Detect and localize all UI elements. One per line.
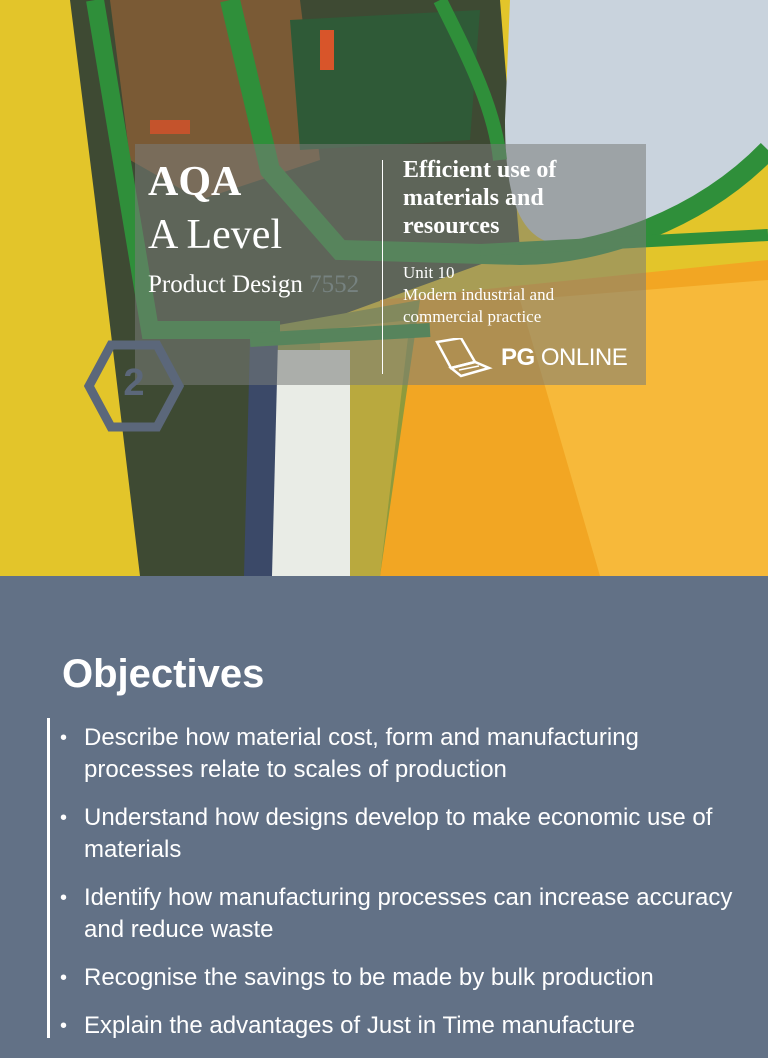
list-item (60, 1010, 740, 1042)
objectives-title: Objectives (62, 652, 265, 696)
unit-number: Unit 10 (403, 263, 455, 282)
objective-text: Recognise the savings to be made by bulk production (84, 964, 654, 991)
list-item (60, 802, 740, 866)
qualification-level: A Level (148, 212, 283, 258)
list-item (60, 962, 740, 994)
book-number-badge (84, 340, 184, 432)
bullet-icon: • (60, 727, 68, 749)
book-number: 2 (123, 362, 145, 404)
publisher-logo (431, 336, 631, 378)
publisher-name-rest: ONLINE (534, 344, 628, 371)
bullet-icon: • (60, 967, 68, 989)
bullet-icon: • (60, 887, 68, 909)
publisher-name-bold: PG (501, 344, 535, 371)
objective-text: Understand how designs develop to make economic use of materials (84, 804, 713, 863)
subject-name: Product Design (148, 271, 303, 298)
objectives-rule (47, 718, 50, 1038)
title-panel (135, 144, 646, 385)
laptop-icon (431, 338, 493, 378)
bullet-icon: • (60, 807, 68, 829)
list-item (60, 722, 740, 786)
unit-info (403, 262, 633, 328)
exam-board: AQA (148, 159, 242, 205)
objective-text: Explain the advantages of Just in Time manufacture (84, 1012, 635, 1039)
subject-title (148, 272, 359, 297)
topic-title: Efficient use of materials and resources (403, 157, 557, 239)
objectives-list (60, 722, 740, 1058)
objective-text: Describe how material cost, form and manufacturing processes relate to scales of production (84, 724, 639, 783)
spec-code: 7552 (309, 271, 360, 298)
list-item (60, 882, 740, 946)
bullet-icon: • (60, 1015, 68, 1037)
objectives-slide (0, 576, 768, 1039)
unit-title: Modern industrial and commercial practice (403, 285, 555, 326)
publisher-name (501, 344, 627, 372)
panel-divider (382, 160, 383, 374)
objective-text: Identify how manufacturing processes can increase accuracy and reduce waste (84, 884, 733, 943)
